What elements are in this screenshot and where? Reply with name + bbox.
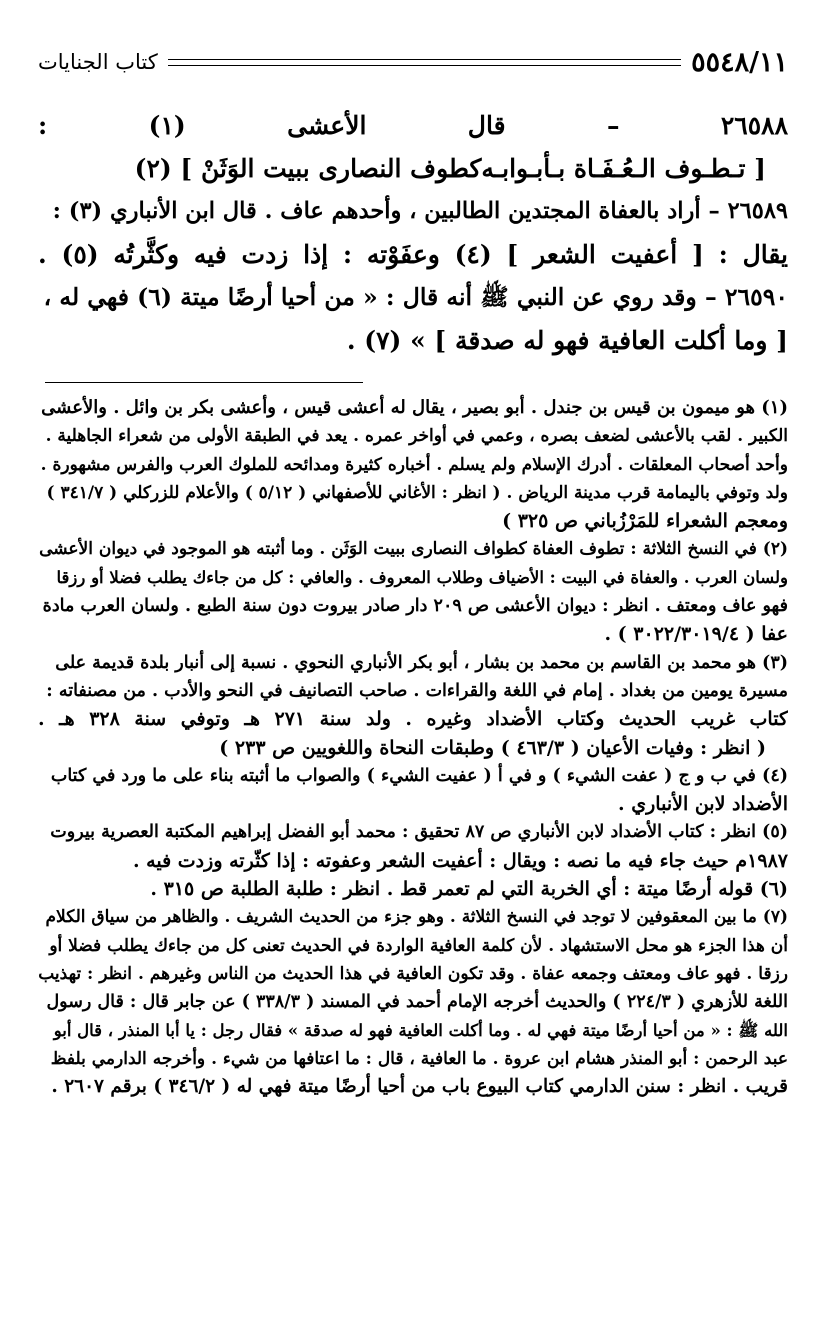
page-number: ٥٥٤٨/١١ <box>691 46 788 78</box>
footnote-line: مسيرة يومين من بغداد . إمام في اللغة والقراءات . صاحب التصانيف في النحو والأدب . من مصنفاته : <box>46 680 788 701</box>
footnote-line: الكبير . لقب بالأعشى لضعف بصره ، وعمي في أواخر عمره . يعد في الطبقة الأولى من شعراء الجاهلية . <box>45 426 788 447</box>
footnote-5 <box>38 818 788 875</box>
main-text <box>38 104 788 362</box>
main-line: يقال : [ أعفيت الشعر ] (٤) وعفَوْته : إذا زدت فيه وكثَّرتُه (٥) . <box>38 240 788 269</box>
page-header <box>38 42 788 82</box>
footnote-line: فهو عاف ومعتف . انظر : ديوان الأعشى ص ٢٠٩ دار صادر بيروت دون سنة الطبع . ولسان العرب مادة <box>42 596 788 617</box>
footnote-line: (٤) في ب و ج ( عفت الشيء ) و في أ ( عفيت الشيء ) والصواب ما أثبته بناء على ما ورد في كتاب <box>50 765 788 786</box>
footnote-line: (٣) هو محمد بن القاسم بن محمد بن بشار ، أبو بكر الأنباري النحوي . نسبة إلى أنبار بلدة قديمة على <box>55 652 788 673</box>
main-line: [ وما أكلت العافية فهو له صدقة ] » (٧) . <box>346 326 788 355</box>
footnote-3 <box>38 649 788 762</box>
verse-second-hemistich: كطوف النصارى ببيت الوَثَنْ ] (٢) <box>134 154 482 183</box>
main-line: ٢٦٥٨٨ – قال الأعشى (١) : <box>38 111 788 140</box>
footnote-line: قريب . انظر : سنن الدارمي كتاب البيوع باب من أحيا أرضًا ميتة فهي له ( ٣٤٦/٢ ) برقم ٢٦٠٧ . <box>51 1076 788 1098</box>
footnote-line: الله ﷺ : « من أحيا أرضًا ميتة فهي له . وما أكلت العافية فهو له صدقة » فقال رجل : يا أبا المنذر ، قال أبو <box>53 1020 788 1040</box>
footnote-line: عبد الرحمن : أبو المنذر هشام ابن عروة . ما العافية ، قال : ما اعتافها من شيء . وأخرجه الدارمي بلفظ <box>50 1048 788 1069</box>
footnote-line: (٧) ما بين المعقوفين لا توجد في النسخ الثلاثة . وهو جزء من الحديث الشريف . والظاهر من سياق الكلام <box>45 907 788 928</box>
book-title: كتاب الجنايات <box>38 50 158 74</box>
main-line: ٢٦٥٩٠ – وقد روي عن النبي ﷺ أنه قال : « من أحيا أرضًا ميتة (٦) فهي له ، <box>43 283 788 311</box>
footnote-2 <box>38 535 788 648</box>
footnotes <box>38 394 788 1101</box>
header-rule <box>168 59 681 66</box>
footnote-6 <box>38 875 788 903</box>
footnote-line: عفا ( ٣٠٢٢/٣٠١٩/٤ ) . <box>604 623 788 646</box>
footnote-line: كتاب غريب الحديث وكتاب الأضداد وغيره . ولد سنة ٢٧١ هـ وتوفي سنة ٣٢٨ هـ . <box>38 708 788 731</box>
main-line: ٢٦٥٨٩ – أراد بالعفاة المجتدين الطالبين ، وأحدهم عاف . قال ابن الأنباري (٣) : <box>52 198 788 224</box>
footnote-line: ١٩٨٧م حيث جاء فيه ما نصه : ويقال : أعفيت الشعر وعفوته : إذا كثّرته وزدت فيه . <box>132 849 788 872</box>
verse-first-hemistich: [ تـطـوف الـعُـفَـاة بـأبـوابـه <box>481 154 766 183</box>
footnote-line: (٢) في النسخ الثلاثة : تطوف العفاة كطواف النصارى ببيت الوَثَن . وما أثبته هو الموجود في ديوان الأعشى <box>39 539 788 560</box>
footnote-line: أن هذا الجزء هو محل الاستشهاد . لأن كلمة العافية الواردة في الحديث تعنى كل من جاءك يطلب فضلا أو <box>49 935 788 956</box>
footnote-7 <box>38 903 788 1101</box>
footnote-line: ومعجم الشعراء للمَرْزُباني ص ٣٢٥ ) <box>502 510 788 533</box>
footnote-line: ولسان العرب . والعفاة في البيت : الأضياف وطلاب المعروف . والعافي : كل من جاءك يطلب فضلا أو رزقا <box>56 567 788 587</box>
footnote-line: (١) هو ميمون بن قيس بن جندل . أبو بصير ، يقال له أعشى قيس ، وأعشى بكر بن وائل . والأعشى <box>41 397 788 418</box>
footnote-line: اللغة للأزهري ( ٢٢٤/٣ ) والحديث أخرجه الإمام أحمد في المسند ( ٣٣٨/٣ ) عن جابر قال : قال رسول <box>46 992 788 1013</box>
poem-verse <box>38 147 788 190</box>
footnote-separator <box>45 382 363 383</box>
footnote-line: الأضداد لابن الأنباري . <box>618 793 788 816</box>
footnote-4 <box>38 762 788 819</box>
footnote-line: رزقا . فهو عاف ومعتف وجمعه عفاة . وقد تكون العافية في هذا الحديث من الناس وغيرهم . انظر : تهذيب <box>38 963 788 984</box>
footnote-line: ( انظر : وفيات الأعيان ( ٤٦٣/٣ ) وطبقات النحاة واللغويين ص ٢٣٣ ) <box>219 736 766 759</box>
footnote-1 <box>38 394 788 535</box>
footnote-line: وأحد أصحاب المعلقات . أدرك الإسلام ولم يسلم . أخباره كثيرة ومدائحه للملوك العرب والفرس مشهورة . <box>40 454 788 475</box>
footnote-line: ولد وتوفي باليمامة قرب مدينة الرياض . ( انظر : الأغاني للأصفهاني ( ٥/١٢ ) والأعلام للزركلي ( ٣٤١/٧ ) <box>46 482 788 503</box>
footnote-line: (٦) قوله أرضًا ميتة : أي الخربة التي لم تعمر قط . انظر : طلبة الطلبة ص ٣١٥ . <box>150 878 788 901</box>
footnote-line: (٥) انظر : كتاب الأضداد لابن الأنباري ص ٨٧ تحقيق : محمد أبو الفضل إبراهيم المكتبة العصرية بيروت <box>50 822 788 843</box>
